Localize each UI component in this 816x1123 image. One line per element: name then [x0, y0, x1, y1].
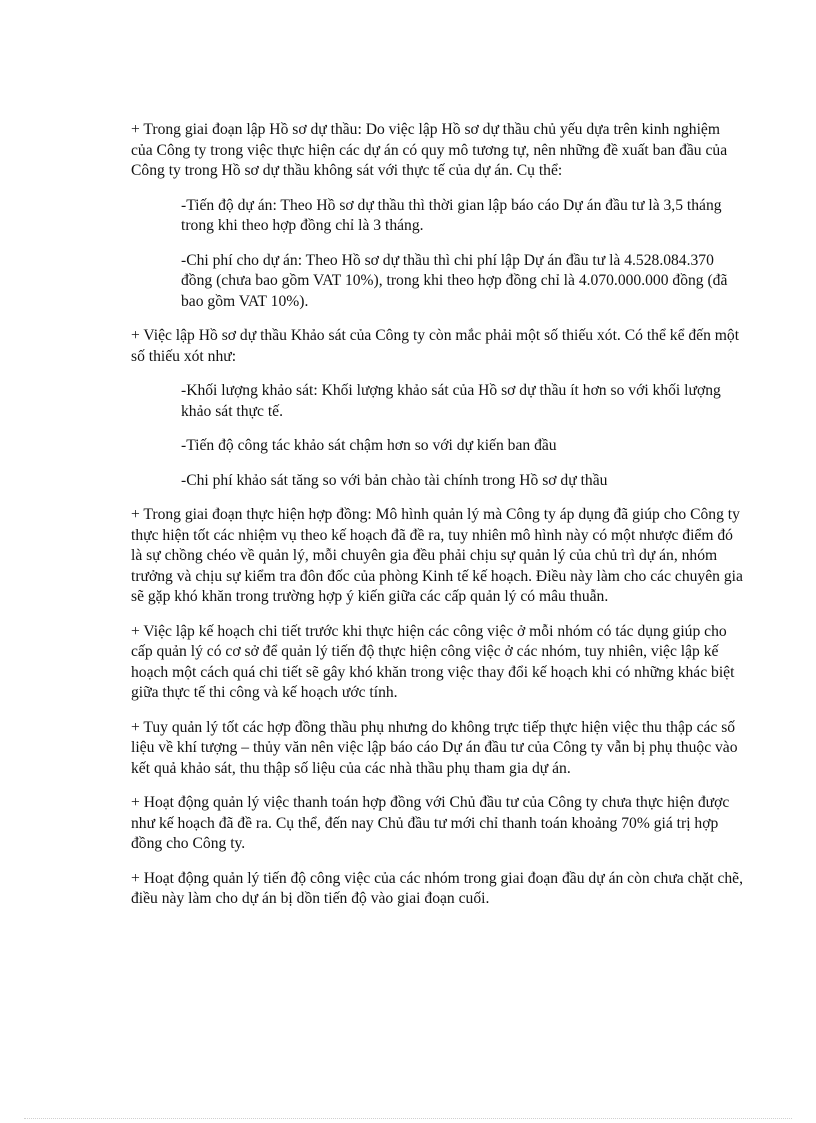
paragraph-survey-volume: -Khối lượng khảo sát: Khối lượng khảo sát của Hồ sơ dự thầu ít hơn so với khối lượng khảo sát thực tế. — [181, 382, 721, 420]
paragraph-survey-bidding: + Việc lập Hồ sơ dự thầu Khảo sát của Công ty còn mắc phải một số thiếu xót. Có thể kể đến một số thiếu xót như: — [131, 327, 740, 365]
paragraph-detailed-planning: + Việc lập kế hoạch chi tiết trước khi thực hiện các công việc ở mỗi nhóm có tác dụng giúp cho cấp quản lý có cơ sở để quản lý tiến độ thực hiện công việc ở các nhóm, tuy nhiên, việc lập kế hoạch một cách quá chi tiết sẽ gây khó khăn trong việc thay đổi kế hoạch khi có những khác biệt giữa thực tế thi công và kế hoạch ước tính. — [131, 622, 735, 701]
paragraph-schedule-management: + Hoạt động quản lý tiến độ công việc của các nhóm trong giai đoạn đầu dự án còn chưa chặt chẽ, điều này làm cho dự án bị dồn tiến độ vào giai đoạn cuối. — [131, 869, 743, 907]
paragraph-survey-cost: -Chi phí khảo sát tăng so với bản chào tài chính trong Hồ sơ dự thầu — [181, 471, 608, 489]
paragraph-project-schedule: -Tiến độ dự án: Theo Hồ sơ dự thầu thì thời gian lập báo cáo Dự án đầu tư là 3,5 tháng trong khi theo hợp đồng chỉ là 3 tháng. — [181, 196, 722, 234]
paragraph-contract-execution: + Trong giai đoạn thực hiện hợp đồng: Mô hình quản lý mà Công ty áp dụng đã giúp cho Công ty thực hiện tốt các nhiệm vụ theo kế hoạch đã đề ra, tuy nhiên mô hình này có một nhược điểm đó là sự chồng chéo về quản lý, mỗi chuyên gia đều phải chịu sự quản lý của chủ trì dự án, nhóm trưởng và chịu sự kiểm tra đôn đốc của phòng Kinh tế kế hoạch. Điều này làm cho các chuyên gia sẽ gặp khó khăn trong trường hợp ý kiến giữa các cấp quản lý có mâu thuẫn. — [131, 506, 743, 605]
paragraph-bidding-stage: + Trong giai đoạn lập Hồ sơ dự thầu: Do việc lập Hồ sơ dự thầu chủ yếu dựa trên kinh nghiệm của Công ty trong việc thực hiện các dự án có quy mô tương tự, nên những đề xuất ban đầu của Công ty trong Hồ sơ dự thầu không sát với thực tế của dự án. Cụ thể: — [131, 121, 728, 179]
paragraph-project-cost: -Chi phí cho dự án: Theo Hồ sơ dự thầu thì chi phí lập Dự án đầu tư là 4.528.084.370 đồng (chưa bao gồm VAT 10%), trong khi theo hợp đồng chỉ là 4.070.000.000 đồng (đã bao gồm VAT 10%). — [181, 251, 728, 310]
paragraph-subcontracts: + Tuy quản lý tốt các hợp đồng thầu phụ nhưng do không trực tiếp thực hiện việc thu thập các số liệu về khí tượng – thủy văn nên việc lập báo cáo Dự án đầu tư của Công ty vẫn bị phụ thuộc vào kết quả khảo sát, thu thập số liệu của các nhà thầu phụ tham gia dự án. — [131, 718, 738, 777]
document-body — [131, 120, 743, 924]
paragraph-payment-management: + Hoạt động quản lý việc thanh toán hợp đồng với Chủ đầu tư của Công ty chưa thực hiện được như kế hoạch đã đề ra. Cụ thể, đến nay Chủ đầu tư mới chỉ thanh toán khoảng 70% giá trị hợp đồng cho Công ty. — [131, 794, 730, 852]
page-bottom-divider — [24, 1118, 792, 1119]
paragraph-survey-schedule: -Tiến độ công tác khảo sát chậm hơn so với dự kiến ban đầu — [181, 437, 557, 454]
